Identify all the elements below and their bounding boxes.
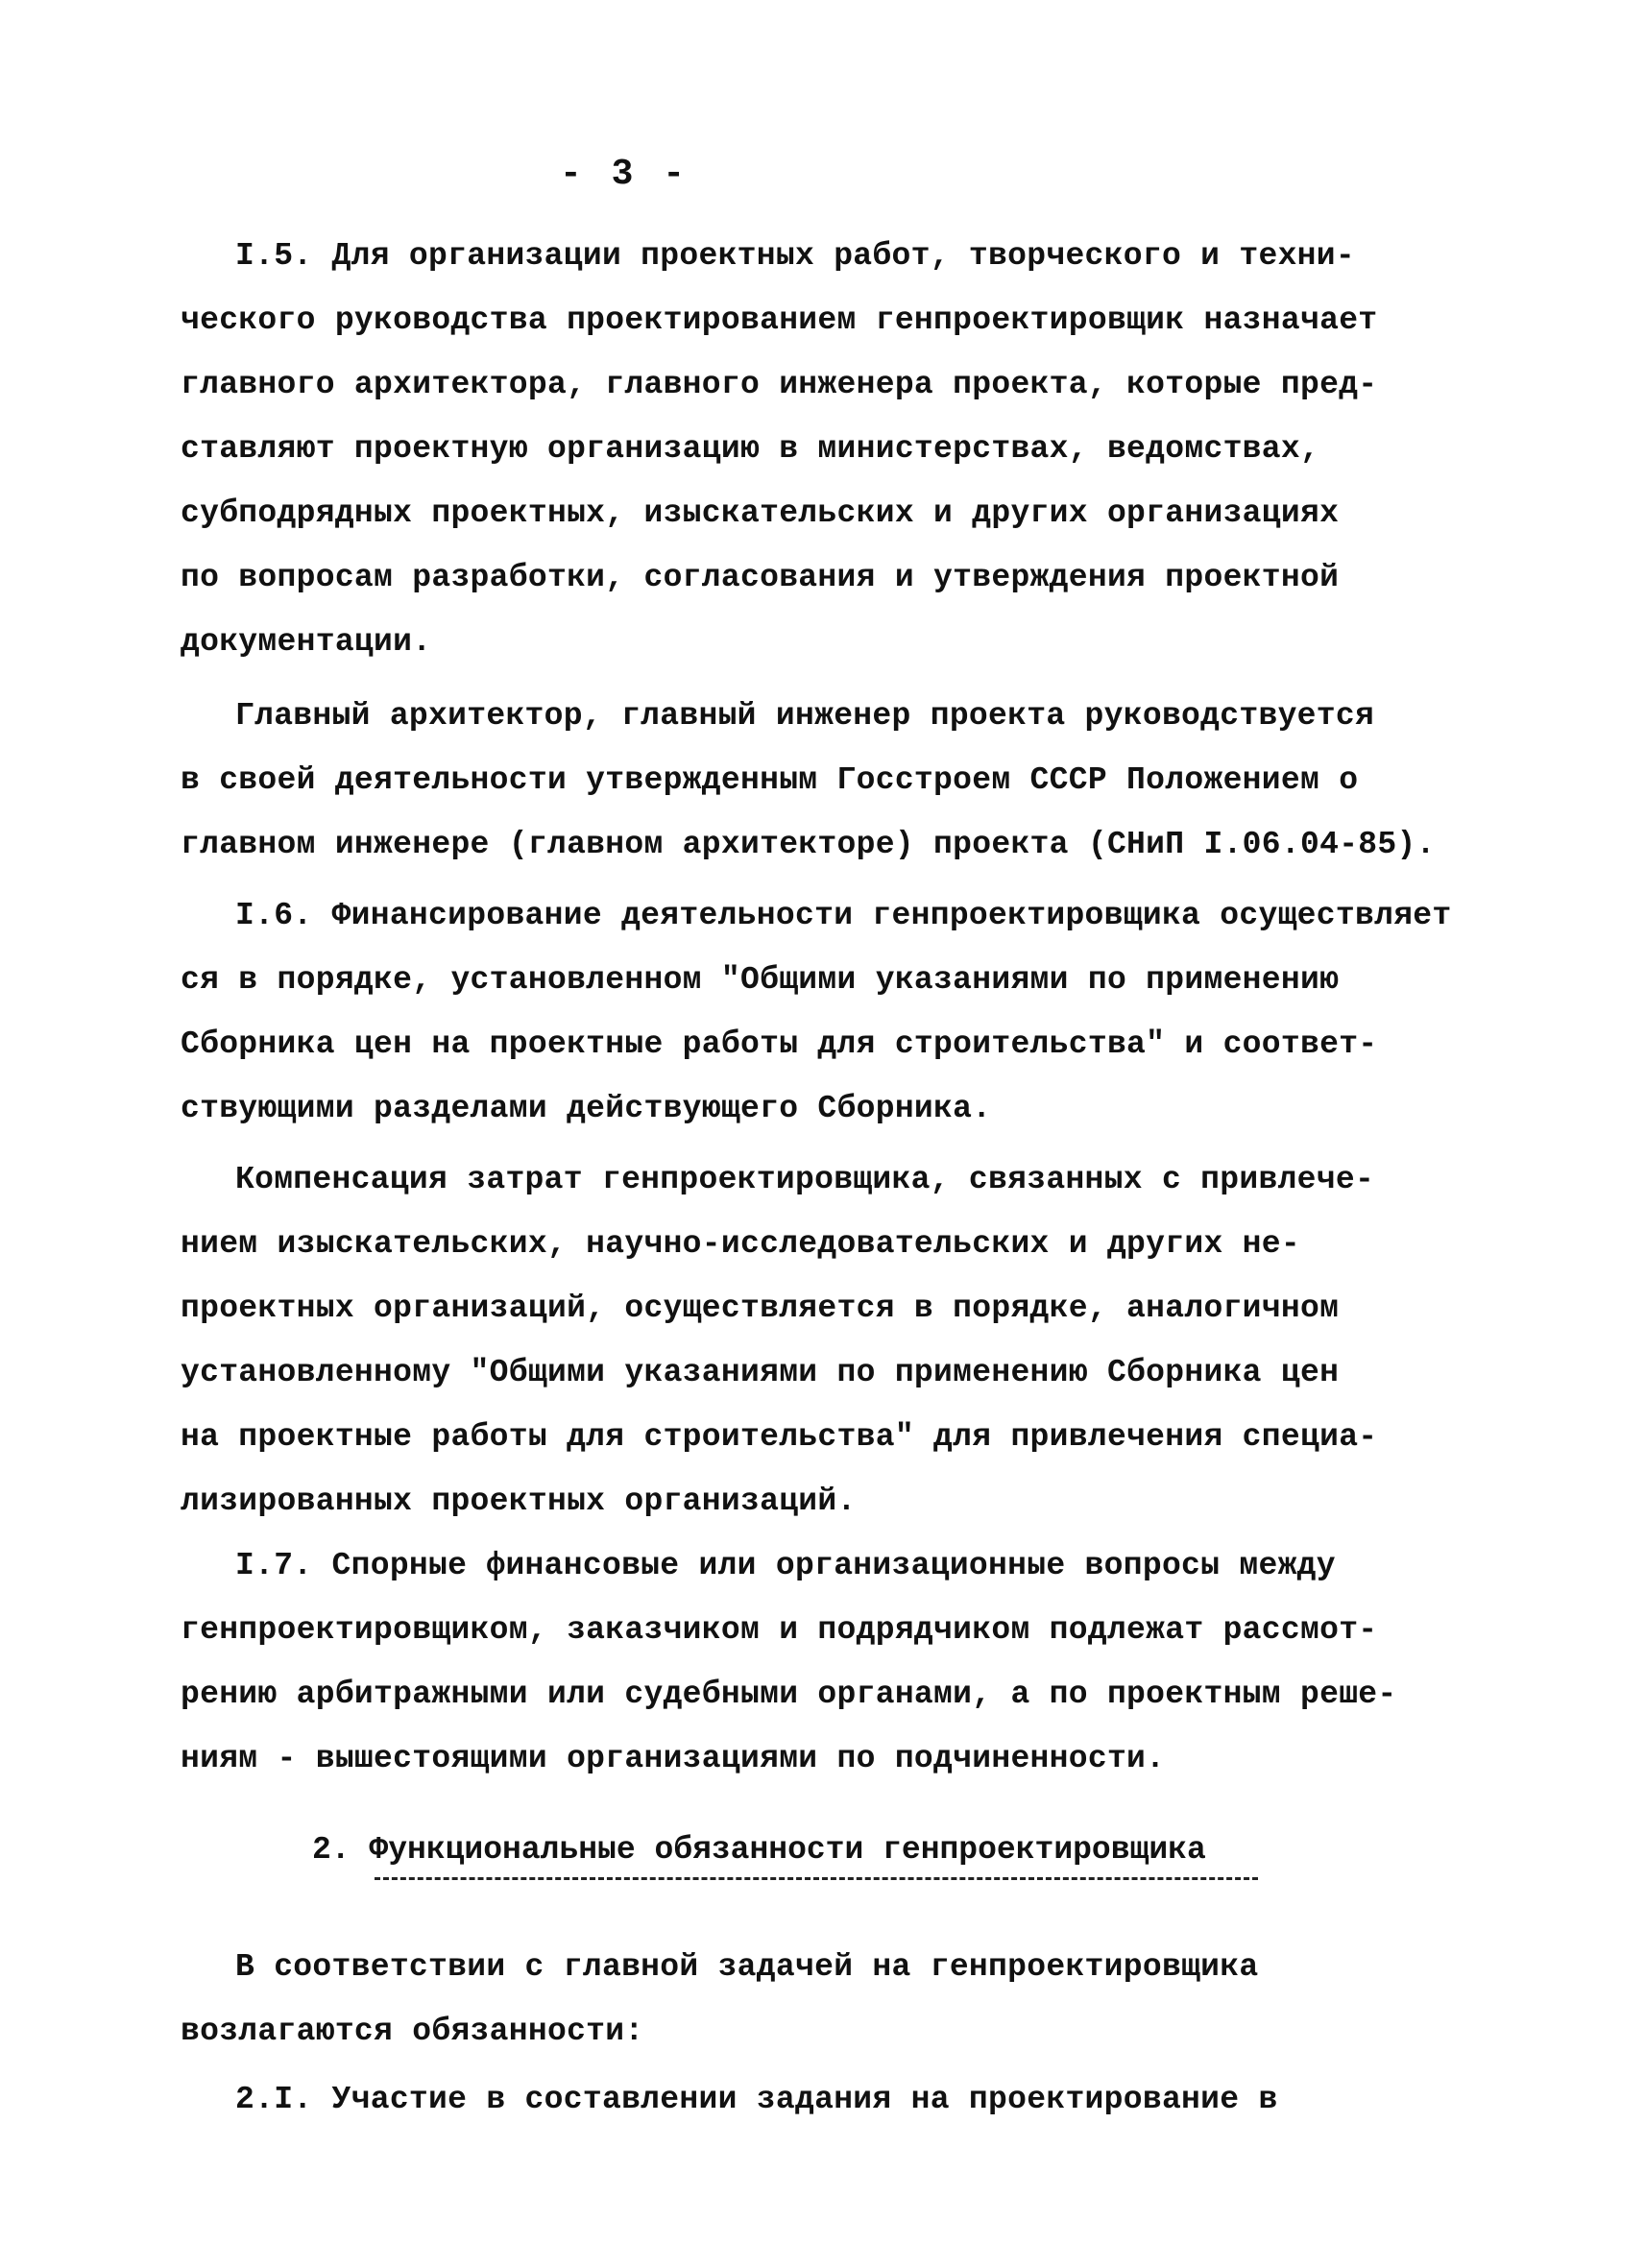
text-line: установленному "Общими указаниями по применению Сборника цен: [181, 1355, 1340, 1390]
text-line: ся в порядке, установленном "Общими указаниями по применению: [181, 962, 1340, 998]
text-line: Главный архитектор, главный инженер проекта руководствуется: [235, 698, 1375, 734]
text-line: В соответствии с главной задачей на генпроектировщика: [235, 1949, 1259, 1985]
text-line: генпроектировщиком, заказчиком и подрядчиком подлежат рассмот-: [181, 1612, 1378, 1648]
text-line: лизированных проектных организаций.: [181, 1484, 857, 1519]
text-line: документации.: [181, 624, 432, 660]
text-line: ческого руководства проектированием генпроектировщик назначает: [181, 302, 1378, 338]
text-line: I.7. Спорные финансовые или организационные вопросы между: [235, 1548, 1336, 1583]
text-line: главного архитектора, главного инженера проекта, которые пред-: [181, 367, 1378, 402]
text-line: Сборника цен на проектные работы для строительства" и соответ-: [181, 1026, 1378, 1062]
text-line: I.5. Для организации проектных работ, творческого и техни-: [235, 238, 1355, 274]
text-line: проектных организаций, осуществляется в порядке, аналогичном: [181, 1291, 1340, 1326]
text-line: возлагаются обязанности:: [181, 2014, 644, 2049]
text-line: в своей деятельности утвержденным Госстроем СССР Положением о: [181, 762, 1359, 798]
text-line: главном инженере (главном архитекторе) проекта (СНиП I.06.04-85).: [181, 827, 1436, 862]
text-line: субподрядных проектных, изыскательских и других организациях: [181, 495, 1340, 531]
text-line: ниям - вышестоящими организациями по подчиненности.: [181, 1741, 1166, 1776]
text-line: ствующими разделами действующего Сборника.: [181, 1091, 992, 1126]
text-line: рению арбитражными или судебными органами, а по проектным реше-: [181, 1677, 1397, 1712]
page-number: - 3 -: [559, 154, 689, 195]
text-line: по вопросам разработки, согласования и утверждения проектной: [181, 560, 1340, 595]
text-line: на проектные работы для строительства" для привлечения специа-: [181, 1419, 1378, 1455]
text-line: Компенсация затрат генпроектировщика, связанных с привлече-: [235, 1162, 1375, 1197]
section-heading: 2. Функциональные обязанности генпроектировщика: [312, 1832, 1206, 1868]
text-line: I.6. Финансирование деятельности генпроектировщика осуществляет: [235, 898, 1452, 933]
heading-underline: [375, 1877, 1258, 1880]
text-line: 2.I. Участие в составлении задания на проектирование в: [235, 2082, 1278, 2117]
text-line: ставляют проектную организацию в министерствах, ведомствах,: [181, 431, 1320, 467]
text-line: нием изыскательских, научно-исследовательских и других не-: [181, 1226, 1300, 1262]
